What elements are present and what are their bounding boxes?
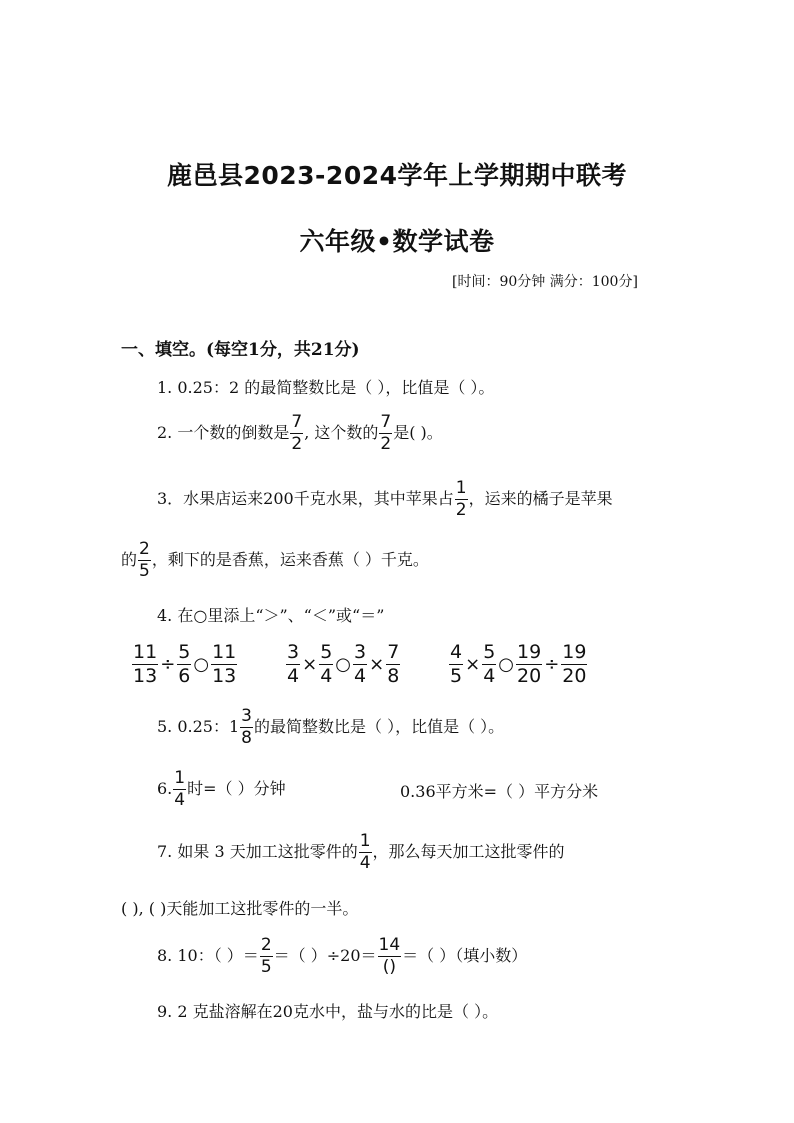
question-7-text: 7. 如果 3 天加工这批零件的 [157, 842, 358, 861]
fraction [286, 643, 300, 686]
question-3 [157, 480, 613, 519]
operator: ÷ [160, 654, 176, 675]
question-8-text: ＝（ ）÷20＝ [273, 946, 377, 965]
numerator: 1 [359, 831, 371, 851]
operator: × [369, 654, 385, 675]
fraction [177, 643, 191, 686]
question-7-text: ，那么每天加工这批零件的 [372, 842, 565, 861]
fraction [173, 770, 186, 809]
question-5 [157, 708, 504, 747]
denominator: 4 [174, 790, 186, 810]
fraction [240, 708, 253, 747]
question-8-text: 8. 10：（ ）＝ [157, 946, 259, 965]
question-2 [157, 414, 443, 453]
question-3-text: ，运来的橘子是苹果 [468, 489, 613, 508]
denominator: 8 [241, 728, 252, 748]
fraction [290, 414, 303, 453]
question-6-text: 时=（ ）分钟 [187, 779, 286, 798]
fraction [260, 937, 273, 976]
denominator: 4 [483, 665, 496, 687]
question-2-text: 2. 一个数的倒数是 [157, 423, 290, 442]
comparison-circle[interactable]: ○ [193, 654, 210, 675]
question-7 [157, 833, 565, 872]
numerator: 3 [354, 641, 367, 663]
page-title: 鹿邑县2023-2024学年上学期期中联考 [166, 161, 628, 190]
denominator: 20 [517, 665, 542, 687]
comparison-circle[interactable]: ○ [498, 654, 514, 675]
fraction [359, 833, 372, 872]
numerator: 19 [517, 641, 542, 663]
section-heading: 一、填空。(每空1分，共21分) [121, 340, 360, 360]
denominator: 4 [354, 665, 367, 687]
numerator: 2 [260, 935, 272, 955]
fraction [482, 643, 496, 686]
fraction [386, 643, 400, 686]
denominator: 20 [562, 665, 587, 687]
fraction [449, 643, 463, 686]
question-3-text: ，剩下的是香蕉，运来香蕉（ ）千克。 [151, 550, 429, 569]
question-7-line2: ( ), ( )天能加工这批零件的一半。 [121, 899, 359, 918]
question-6 [157, 770, 286, 809]
question-1: 1. 0.25：2 的最简整数比是（ ），比值是（ ）。 [157, 378, 495, 397]
numerator: 5 [320, 641, 333, 663]
comparison-expression-3 [448, 643, 588, 686]
numerator: 14 [378, 935, 401, 955]
fraction [353, 643, 367, 686]
exam-meta: [时间：90分钟 满分：100分] [452, 274, 638, 290]
operator: × [465, 654, 481, 675]
question-9: 9. 2 克盐溶解在20克水中，盐与水的比是（ ）。 [157, 1002, 499, 1021]
numerator: 7 [380, 412, 392, 432]
denominator: 13 [212, 665, 237, 687]
fraction [516, 643, 542, 686]
fraction [132, 643, 158, 686]
denominator: 5 [260, 957, 272, 977]
denominator: 5 [450, 665, 463, 687]
question-4: 4. 在○里添上“＞”、“＜”或“＝” [157, 606, 385, 625]
numerator: 5 [178, 641, 191, 663]
fraction [379, 414, 392, 453]
numerator: 11 [212, 641, 237, 663]
numerator: 3 [287, 641, 300, 663]
denominator: 6 [178, 665, 191, 687]
question-6-text: 6. [157, 779, 173, 798]
fraction [561, 643, 587, 686]
comparison-expression-2 [285, 643, 401, 686]
question-5-text: 的最简整数比是（ ），比值是（ ）。 [254, 717, 505, 736]
question-5-text: 5. 0.25：1 [157, 717, 240, 736]
numerator: 19 [562, 641, 587, 663]
denominator: 8 [387, 665, 400, 687]
denominator: 4 [359, 853, 371, 873]
numerator: 11 [133, 641, 158, 663]
question-3-text: 的 [121, 550, 138, 569]
comparison-expression-1 [131, 643, 238, 686]
denominator: 2 [380, 434, 392, 454]
fraction [211, 643, 237, 686]
numerator: 3 [241, 706, 252, 726]
fraction [138, 541, 151, 580]
numerator: 2 [139, 539, 150, 559]
numerator: 1 [455, 478, 467, 498]
question-2-text: , 这个数的 [304, 423, 379, 442]
numerator: 1 [174, 768, 186, 788]
question-3-line2 [121, 541, 429, 580]
denominator: 4 [287, 665, 300, 687]
numerator: 7 [291, 412, 303, 432]
denominator: 13 [133, 665, 158, 687]
numerator: 7 [387, 641, 400, 663]
fraction [455, 480, 468, 519]
question-3-text: 3．水果店运来200千克水果，其中苹果占 [157, 489, 454, 508]
operator: ÷ [544, 654, 560, 675]
comparison-circle[interactable]: ○ [335, 654, 351, 675]
denominator: 4 [320, 665, 333, 687]
denominator: 5 [139, 561, 150, 581]
fraction [319, 643, 333, 686]
numerator: 4 [450, 641, 463, 663]
fraction [378, 937, 402, 976]
denominator: 2 [455, 500, 467, 520]
question-8-text: ＝（ ）（填小数） [402, 946, 528, 965]
question-6-part2: 0.36平方米=（ ）平方分米 [400, 782, 599, 801]
question-2-text: 是( )。 [393, 423, 443, 442]
question-8 [157, 937, 527, 976]
operator: × [302, 654, 318, 675]
numerator: 5 [483, 641, 496, 663]
page-subtitle: 六年级•数学试卷 [299, 227, 495, 256]
denominator: 2 [291, 434, 303, 454]
denominator: () [382, 957, 396, 977]
